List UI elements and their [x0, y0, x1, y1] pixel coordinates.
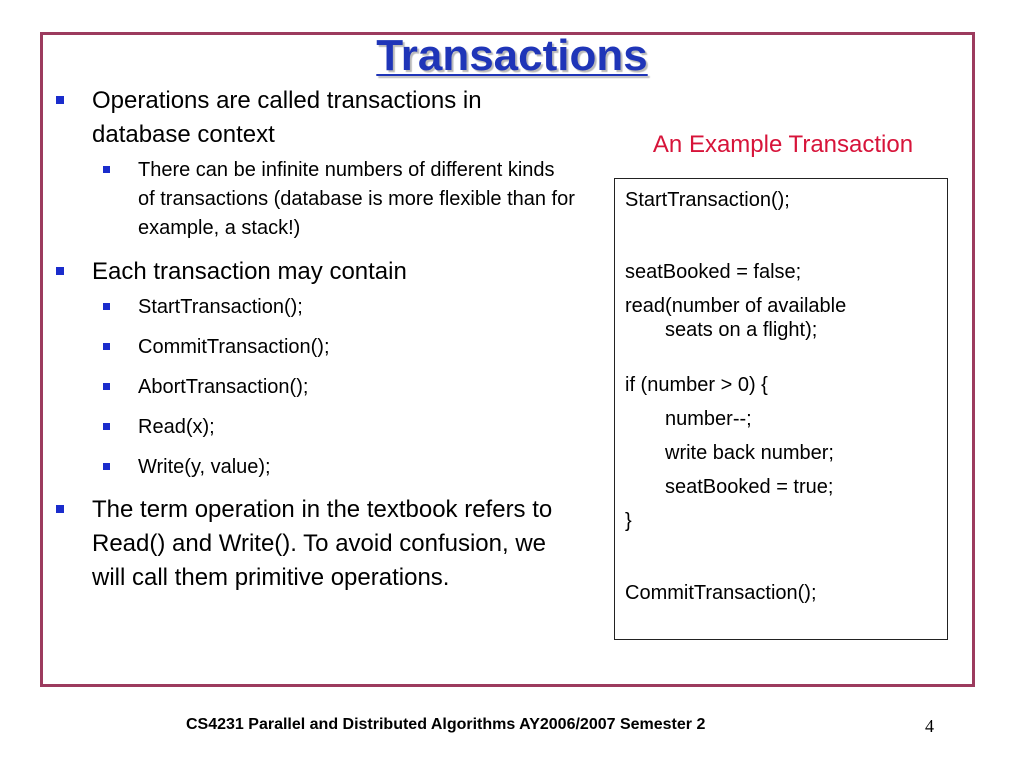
sub-bullet-text: CommitTransaction();: [138, 336, 330, 358]
code-line: read(number of available: [625, 295, 847, 317]
bullet-text: The term operation in the textbook refers to Read() and Write(). To avoid confusion, we will call them primitive operations.: [92, 496, 553, 591]
bullet-square-icon: [103, 463, 110, 470]
sub-bullet-text: AbortTransaction();: [138, 376, 309, 398]
bullet-text: Each transaction may contain: [92, 258, 407, 285]
code-line: seats on a flight);: [665, 319, 818, 341]
bullet-square-icon: [56, 505, 64, 513]
bullet-square-icon: [103, 166, 110, 173]
sub-bullet-item: [56, 333, 576, 362]
bullet-list: [56, 84, 576, 599]
sub-bullet-text: There can be infinite numbers of different kinds of transactions (database is more flexible than for example, a stack!): [138, 159, 575, 239]
bullet-item: [56, 255, 576, 289]
sub-bullet-list: [56, 156, 576, 243]
sub-bullet-item: [56, 453, 576, 482]
code-line: }: [625, 510, 632, 532]
code-blank-line: [625, 538, 937, 576]
bullet-square-icon: [103, 303, 110, 310]
code-line: write back number;: [665, 442, 834, 464]
sub-bullet-text: StartTransaction();: [138, 296, 303, 318]
code-line: seatBooked = true;: [665, 476, 834, 498]
sub-bullet-item: [56, 413, 576, 442]
code-box: [614, 178, 948, 640]
sub-bullet-text: Write(y, value);: [138, 456, 271, 478]
bullet-square-icon: [103, 343, 110, 350]
code-line: number--;: [665, 408, 752, 430]
code-line: seatBooked = false;: [625, 261, 802, 283]
bullet-item: [56, 493, 576, 595]
code-line: CommitTransaction();: [625, 582, 817, 604]
bullet-square-icon: [103, 423, 110, 430]
bullet-square-icon: [56, 267, 64, 275]
sub-bullet-list: [56, 293, 576, 482]
page-number: 4: [925, 716, 934, 736]
bullet-square-icon: [103, 383, 110, 390]
sub-bullet-item: [56, 156, 576, 243]
sub-bullet-text: Read(x);: [138, 416, 215, 438]
sub-bullet-item: [56, 373, 576, 402]
bullet-item: [56, 84, 576, 152]
bullet-text: Operations are called transactions in database context: [92, 87, 482, 148]
code-blank-line: [625, 354, 937, 368]
code-line: if (number > 0) {: [625, 374, 768, 396]
slide-title: Transactions: [376, 31, 648, 80]
bullet-square-icon: [56, 96, 64, 104]
code-line: StartTransaction();: [625, 189, 790, 211]
footer-text: CS4231 Parallel and Distributed Algorithms AY2006/2007 Semester 2: [186, 716, 706, 733]
example-heading: An Example Transaction: [652, 131, 914, 158]
sub-bullet-item: [56, 293, 576, 322]
code-blank-line: [625, 217, 937, 255]
